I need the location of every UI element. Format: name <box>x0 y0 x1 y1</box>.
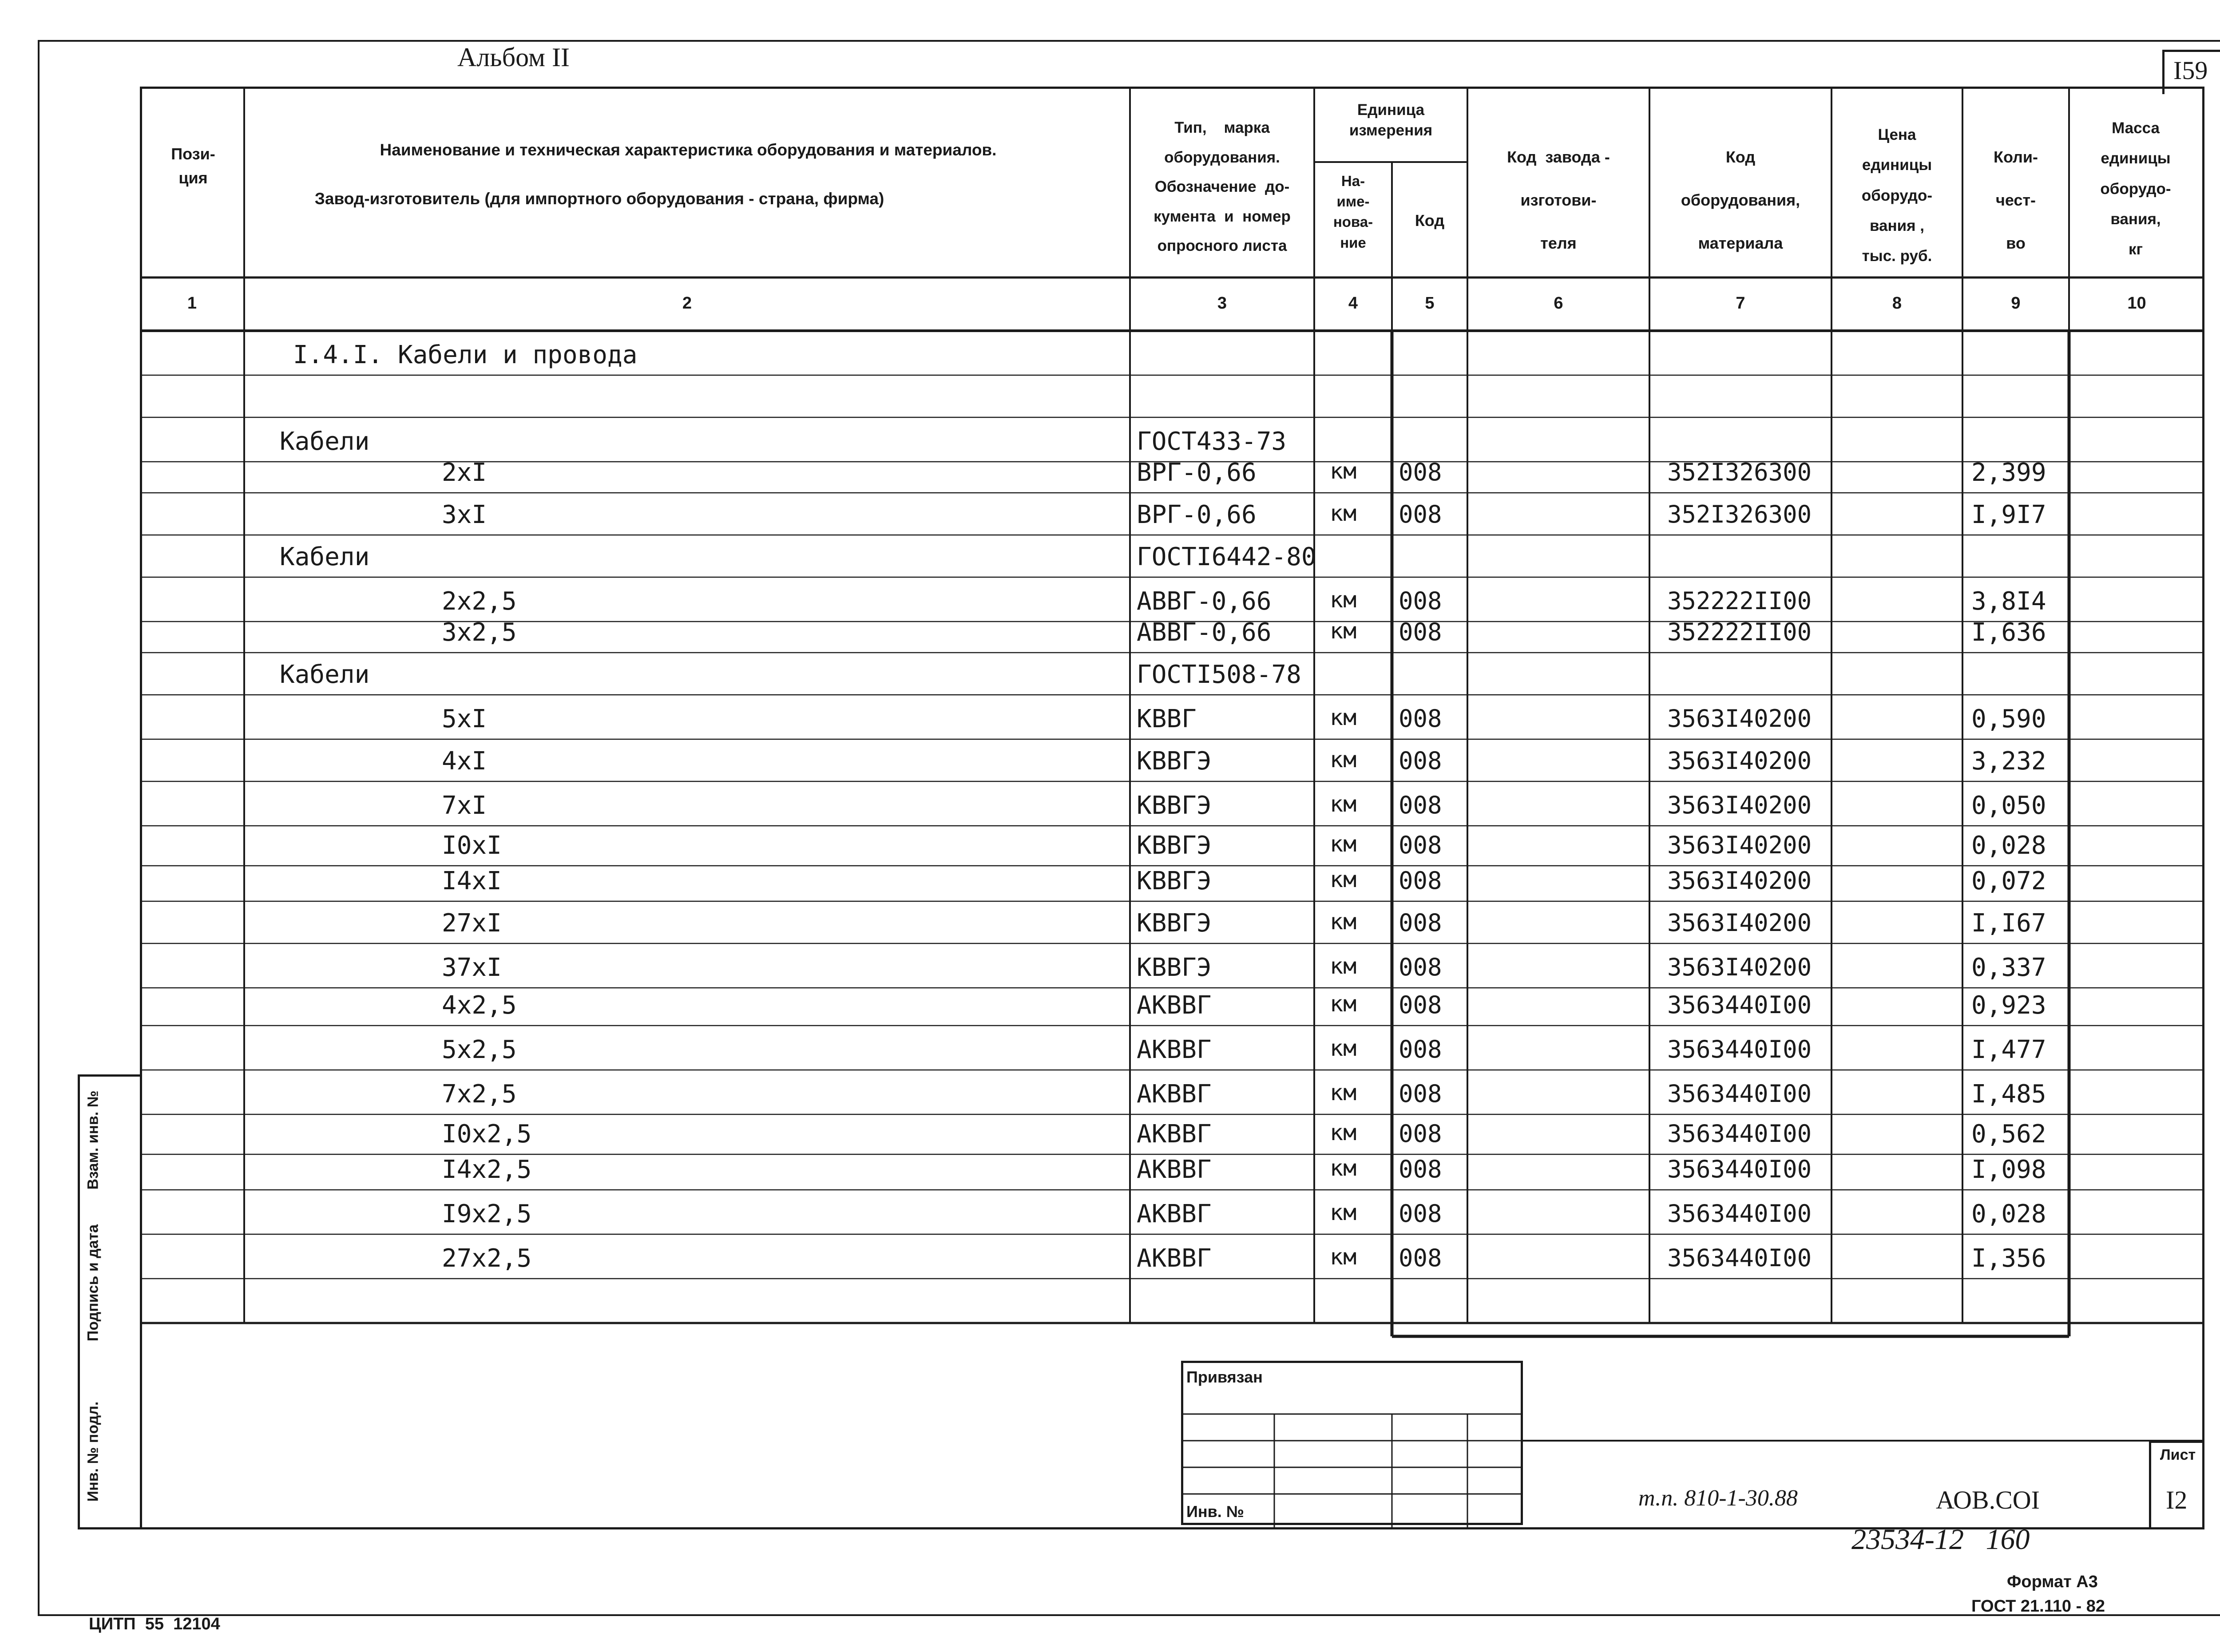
item-name: 4xI <box>442 747 487 776</box>
format-label: Формат А3 <box>2007 1573 2098 1591</box>
header-unit-name: На- име- нова- ние <box>1333 173 1373 251</box>
item-unit: км <box>1330 587 1357 613</box>
item-type: КВВГЭ <box>1137 791 1212 820</box>
item-type: АКВВГ <box>1137 1244 1212 1273</box>
item-unit: км <box>1330 991 1357 1017</box>
header-mass: Масса единицы оборудо- вания, кг <box>2100 119 2171 258</box>
item-material-code: 3563440I00 <box>1667 1120 1812 1148</box>
item-material-code: 352I326300 <box>1667 500 1812 528</box>
item-quantity: I,I67 <box>1971 909 2046 938</box>
item-unit-code: 008 <box>1399 791 1442 819</box>
item-quantity: 3,8I4 <box>1971 587 2046 616</box>
side-label-replace-inv: Взам. инв. № <box>84 1090 102 1190</box>
item-name: 27xI <box>442 909 502 938</box>
item-type: КВВГЭ <box>1137 953 1212 982</box>
item-unit: км <box>1330 1120 1357 1145</box>
item-unit: км <box>1330 747 1357 773</box>
item-quantity: I,477 <box>1971 1035 2046 1064</box>
item-unit: км <box>1330 1200 1357 1225</box>
item-quantity: 0,562 <box>1971 1120 2046 1149</box>
item-name: Кабели <box>280 660 370 689</box>
column-number: 6 <box>1554 294 1563 313</box>
item-type: АКВВГ <box>1137 1200 1212 1228</box>
item-unit: км <box>1330 831 1357 857</box>
item-unit-code: 008 <box>1399 1244 1442 1272</box>
section-heading: I.4.I. Кабели и провода <box>293 341 638 369</box>
item-unit-code: 008 <box>1399 458 1442 486</box>
header-type: Тип, марка оборудования. Обозначение до- кумента и номер опросного листа <box>1154 119 1291 254</box>
item-material-code: 3563I40200 <box>1667 867 1812 895</box>
handwritten-number: 23534-12 160 <box>1851 1523 2030 1556</box>
header-price: Цена единицы оборудо- вания , тыс. руб. <box>1861 126 1933 265</box>
item-quantity: I,485 <box>1971 1080 2046 1109</box>
item-name: 2x2,5 <box>442 587 517 616</box>
standard-label: ГОСТ 21.110 - 82 <box>1971 1597 2105 1616</box>
item-type: КВВГ <box>1137 705 1197 733</box>
printer-label: ЦИТП 55 12104 <box>89 1615 220 1633</box>
item-material-code: 3563440I00 <box>1667 1035 1812 1063</box>
item-material-code: 3563I40200 <box>1667 791 1812 819</box>
item-unit-code: 008 <box>1399 991 1442 1019</box>
stamp-bound-label: Привязан <box>1186 1368 1263 1386</box>
item-type: АКВВГ <box>1137 991 1212 1020</box>
header-unit-code: Код <box>1415 211 1445 230</box>
item-material-code: 3563I40200 <box>1667 831 1812 859</box>
page-number: I59 <box>2173 56 2208 85</box>
item-type: КВВГЭ <box>1137 909 1212 938</box>
item-material-code: 3563440I00 <box>1667 991 1812 1019</box>
item-name: I9x2,5 <box>442 1200 532 1228</box>
item-unit: км <box>1330 909 1357 935</box>
item-material-code: 3563440I00 <box>1667 1080 1812 1108</box>
column-number: 9 <box>2011 294 2021 313</box>
item-quantity: 0,923 <box>1971 991 2046 1020</box>
item-type: АВВГ-0,66 <box>1137 587 1272 616</box>
item-unit-code: 008 <box>1399 587 1442 615</box>
item-quantity: 0,337 <box>1971 953 2046 982</box>
item-type: КВВГЭ <box>1137 831 1212 860</box>
item-quantity: 0,050 <box>1971 791 2046 820</box>
item-name: 27x2,5 <box>442 1244 532 1273</box>
item-type: КВВГЭ <box>1137 747 1212 776</box>
item-material-code: 3563I40200 <box>1667 953 1812 981</box>
item-name: 3xI <box>442 500 487 529</box>
item-quantity: 0,590 <box>1971 705 2046 733</box>
item-unit-code: 008 <box>1399 953 1442 981</box>
item-material-code: 352222II00 <box>1667 618 1812 646</box>
item-name: Кабели <box>280 427 370 456</box>
header-quantity: Коли- чест- во <box>1993 148 2038 253</box>
item-name: I4xI <box>442 867 502 895</box>
item-name: Кабели <box>280 543 370 571</box>
item-name: 5x2,5 <box>442 1035 517 1064</box>
item-unit-code: 008 <box>1399 705 1442 733</box>
item-unit: км <box>1330 1035 1357 1061</box>
column-number: 2 <box>682 294 692 313</box>
item-unit-code: 008 <box>1399 1035 1442 1063</box>
header-material-code: Код оборудования, материала <box>1681 148 1800 253</box>
item-name: 3x2,5 <box>442 618 517 647</box>
column-number: 10 <box>2127 294 2146 313</box>
item-unit-code: 008 <box>1399 831 1442 859</box>
item-unit-code: 008 <box>1399 747 1442 775</box>
item-type: ГОСТI508-78 <box>1137 660 1301 689</box>
item-quantity: 2,399 <box>1971 458 2046 487</box>
sheet-number: I2 <box>2166 1486 2188 1514</box>
item-name: 5xI <box>442 705 487 733</box>
header-name-line1: Наименование и техническая характеристика оборудования и материалов. <box>380 141 997 159</box>
item-material-code: 3563440I00 <box>1667 1200 1812 1228</box>
item-quantity: 0,072 <box>1971 867 2046 895</box>
column-number: 4 <box>1348 294 1358 313</box>
item-name: I4x2,5 <box>442 1155 532 1184</box>
item-material-code: 352222II00 <box>1667 587 1812 615</box>
header-position: Пози- ция <box>171 145 215 187</box>
stamp-inv-label: Инв. № <box>1186 1502 1244 1521</box>
item-unit-code: 008 <box>1399 1120 1442 1148</box>
project-code: т.п. 810-1-30.88 <box>1638 1486 1798 1511</box>
item-unit-code: 008 <box>1399 909 1442 937</box>
item-unit: км <box>1330 1080 1357 1105</box>
item-unit-code: 008 <box>1399 867 1442 895</box>
sheet-label: Лист <box>2160 1446 2196 1463</box>
item-quantity: 3,232 <box>1971 747 2046 776</box>
album-title: Альбом II <box>457 43 570 72</box>
item-unit: км <box>1330 500 1357 526</box>
column-number: 7 <box>1736 294 1745 313</box>
column-number: 8 <box>1892 294 1902 313</box>
item-unit-code: 008 <box>1399 618 1442 646</box>
side-label-inv-orig: Инв. № подл. <box>84 1401 102 1502</box>
item-type: АВВГ-0,66 <box>1137 618 1272 647</box>
item-quantity: I,9I7 <box>1971 500 2046 529</box>
item-unit: км <box>1330 705 1357 730</box>
item-type: АКВВГ <box>1137 1155 1212 1184</box>
item-material-code: 3563440I00 <box>1667 1155 1812 1183</box>
column-number: 3 <box>1217 294 1227 313</box>
item-quantity: I,636 <box>1971 618 2046 647</box>
item-unit: км <box>1330 1155 1357 1181</box>
item-name: 37xI <box>442 953 502 982</box>
item-quantity: 0,028 <box>1971 831 2046 860</box>
item-type: ВРГ-0,66 <box>1137 500 1257 529</box>
item-name: 2xI <box>442 458 487 487</box>
item-name: I0xI <box>442 831 502 860</box>
item-name: 7x2,5 <box>442 1080 517 1109</box>
item-material-code: 352I326300 <box>1667 458 1812 486</box>
item-type: АКВВГ <box>1137 1120 1212 1149</box>
item-material-code: 3563I40200 <box>1667 909 1812 937</box>
item-unit-code: 008 <box>1399 1200 1442 1228</box>
side-label-sign-date: Подпись и дата <box>84 1224 102 1342</box>
item-type: ГОСТ433-73 <box>1137 427 1287 456</box>
item-unit: км <box>1330 867 1357 892</box>
item-unit: км <box>1330 1244 1357 1270</box>
item-unit: км <box>1330 953 1357 979</box>
item-type: КВВГЭ <box>1137 867 1212 895</box>
item-unit: км <box>1330 458 1357 484</box>
header-unit-group: Единица измерения <box>1349 101 1433 139</box>
header-factory-code: Код завода - изготови- теля <box>1507 148 1610 253</box>
doc-code: АОВ.СОI <box>1936 1486 2040 1514</box>
item-material-code: 3563I40200 <box>1667 747 1812 775</box>
item-name: 4x2,5 <box>442 991 517 1020</box>
item-type: АКВВГ <box>1137 1080 1212 1109</box>
item-material-code: 3563I40200 <box>1667 705 1812 733</box>
item-unit-code: 008 <box>1399 1080 1442 1108</box>
item-unit-code: 008 <box>1399 500 1442 528</box>
item-quantity: 0,028 <box>1971 1200 2046 1228</box>
item-material-code: 3563440I00 <box>1667 1244 1812 1272</box>
item-quantity: I,356 <box>1971 1244 2046 1273</box>
item-type: АКВВГ <box>1137 1035 1212 1064</box>
item-quantity: I,098 <box>1971 1155 2046 1184</box>
column-number: 1 <box>187 294 197 313</box>
item-name: I0x2,5 <box>442 1120 532 1149</box>
header-name-line2: Завод-изготовитель (для импортного оборудования - страна, фирма) <box>314 190 884 208</box>
item-unit: км <box>1330 791 1357 817</box>
item-type: ВРГ-0,66 <box>1137 458 1257 487</box>
item-unit-code: 008 <box>1399 1155 1442 1183</box>
item-type: ГОСТI6442-80 <box>1137 543 1316 571</box>
column-number: 5 <box>1425 294 1435 313</box>
item-name: 7xI <box>442 791 487 820</box>
item-unit: км <box>1330 618 1357 644</box>
